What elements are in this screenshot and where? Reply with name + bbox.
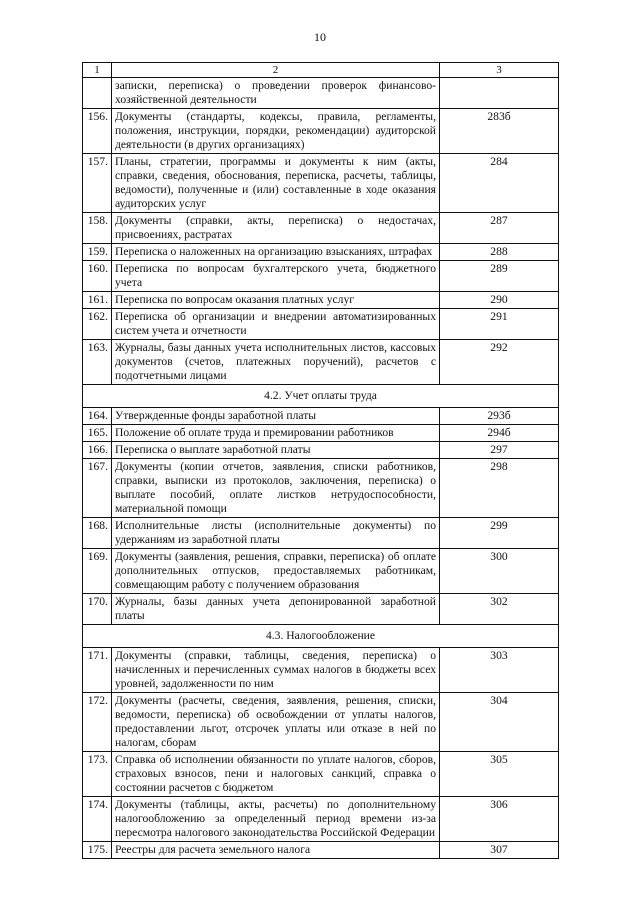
row-article-code: 298 <box>440 459 559 518</box>
table-row <box>83 261 559 292</box>
row-description: Документы (расчеты, сведения, заявления, решения, списки, ведомости, переписка) об освобождении от уплаты налогов, предоставлении льгот, отсрочек уплаты или отказе в ней по налогам, сборам <box>112 693 440 752</box>
row-article-code: 290 <box>440 292 559 309</box>
section-title: 4.2. Учет оплаты труда <box>83 385 559 408</box>
table-row <box>83 459 559 518</box>
row-number: 158. <box>83 213 112 244</box>
row-article-code: 300 <box>440 549 559 594</box>
table-row <box>83 752 559 797</box>
row-article-code: 304 <box>440 693 559 752</box>
row-number: 174. <box>83 797 112 842</box>
row-number: 171. <box>83 648 112 693</box>
row-article-code: 307 <box>440 842 559 859</box>
row-number: 173. <box>83 752 112 797</box>
table-row <box>83 797 559 842</box>
row-description: Справка об исполнении обязанности по уплате налогов, сборов, страховых взносов, пени и налоговых санкций, справка о состоянии расчетов с бюджетом <box>112 752 440 797</box>
row-number: 160. <box>83 261 112 292</box>
row-description: Документы (стандарты, кодексы, правила, регламенты, положения, инструкции, порядки, рекомендации) аудиторской деятельности (в других организациях) <box>112 109 440 154</box>
row-description: Положение об оплате труда и премировании работников <box>112 425 440 442</box>
table-row <box>83 292 559 309</box>
row-article-code: 292 <box>440 340 559 385</box>
row-number: 157. <box>83 154 112 213</box>
row-number: 166. <box>83 442 112 459</box>
records-table <box>82 62 559 859</box>
table-row <box>83 648 559 693</box>
row-article-code: 287 <box>440 213 559 244</box>
section-heading-row <box>83 385 559 408</box>
table-row <box>83 693 559 752</box>
row-number <box>83 78 112 109</box>
table-row <box>83 549 559 594</box>
row-description: записки, переписка) о проведении проверок финансово-хозяйственной деятельности <box>112 78 440 109</box>
row-number: 156. <box>83 109 112 154</box>
row-number: 169. <box>83 549 112 594</box>
row-article-code: 303 <box>440 648 559 693</box>
row-article-code: 299 <box>440 518 559 549</box>
table-row <box>83 425 559 442</box>
header-col-3: 3 <box>440 63 559 78</box>
row-description: Переписка о выплате заработной платы <box>112 442 440 459</box>
row-description: Журналы, базы данных учета исполнительных листов, кассовых документов (счетов, платежных поручений), расчетов с подотчетными лицами <box>112 340 440 385</box>
row-description: Документы (справки, акты, переписка) о недостачах, присвоениях, растратах <box>112 213 440 244</box>
table-header-row <box>83 63 559 78</box>
row-description: Переписка по вопросам оказания платных услуг <box>112 292 440 309</box>
row-number: 170. <box>83 594 112 625</box>
table-row <box>83 213 559 244</box>
table-row <box>83 154 559 213</box>
row-description: Документы (справки, таблицы, сведения, переписка) о начисленных и перечисленных суммах налогов в бюджеты всех уровней, задолженности по ним <box>112 648 440 693</box>
row-description: Переписка о наложенных на организацию взысканиях, штрафах <box>112 244 440 261</box>
table-row <box>83 244 559 261</box>
header-col-2: 2 <box>112 63 440 78</box>
header-col-1: 1 <box>83 63 112 78</box>
row-article-code: 291 <box>440 309 559 340</box>
row-article-code: 293б <box>440 408 559 425</box>
row-number: 167. <box>83 459 112 518</box>
row-article-code: 283б <box>440 109 559 154</box>
table-row <box>83 408 559 425</box>
row-description: Реестры для расчета земельного налога <box>112 842 440 859</box>
row-article-code: 305 <box>440 752 559 797</box>
table-row <box>83 518 559 549</box>
row-number: 172. <box>83 693 112 752</box>
row-description: Журналы, базы данных учета депонированной заработной платы <box>112 594 440 625</box>
row-description: Документы (таблицы, акты, расчеты) по дополнительному налогообложению за определенный период времени из-за пересмотра налогового законодательства Российской Федерации <box>112 797 440 842</box>
row-article-code: 297 <box>440 442 559 459</box>
section-title: 4.3. Налогообложение <box>83 625 559 648</box>
row-number: 162. <box>83 309 112 340</box>
row-number: 165. <box>83 425 112 442</box>
row-article-code: 294б <box>440 425 559 442</box>
row-description: Документы (заявления, решения, справки, переписка) об оплате дополнительных отпусков, предоставляемых работникам, совмещающим работу с получением образования <box>112 549 440 594</box>
table-row <box>83 309 559 340</box>
row-number: 168. <box>83 518 112 549</box>
table-row <box>83 594 559 625</box>
table-row <box>83 340 559 385</box>
row-article-code: 302 <box>440 594 559 625</box>
row-number: 175. <box>83 842 112 859</box>
row-number: 161. <box>83 292 112 309</box>
row-description: Переписка по вопросам бухгалтерского учета, бюджетного учета <box>112 261 440 292</box>
row-article-code: 284 <box>440 154 559 213</box>
table-row <box>83 842 559 859</box>
row-number: 164. <box>83 408 112 425</box>
row-article-code: 306 <box>440 797 559 842</box>
row-article-code: 288 <box>440 244 559 261</box>
row-description: Утвержденные фонды заработной платы <box>112 408 440 425</box>
table-row <box>83 442 559 459</box>
row-article-code: 289 <box>440 261 559 292</box>
row-description: Планы, стратегии, программы и документы к ним (акты, справки, сведения, обоснования, переписка, расчеты, таблицы, ведомости), полученные и (или) составленные в ходе оказания аудиторских услуг <box>112 154 440 213</box>
row-description: Переписка об организации и внедрении автоматизированных систем учета и отчетности <box>112 309 440 340</box>
row-description: Исполнительные листы (исполнительные документы) по удержаниям из заработной платы <box>112 518 440 549</box>
table-row <box>83 78 559 109</box>
row-article-code <box>440 78 559 109</box>
page-number: 10 <box>314 30 326 44</box>
section-heading-row <box>83 625 559 648</box>
row-number: 163. <box>83 340 112 385</box>
row-number: 159. <box>83 244 112 261</box>
row-description: Документы (копии отчетов, заявления, списки работников, справки, выписки из протоколов, заключения, переписка) о выплате пособий, оплате листков нетрудоспособности, материальной помощи <box>112 459 440 518</box>
table-row <box>83 109 559 154</box>
